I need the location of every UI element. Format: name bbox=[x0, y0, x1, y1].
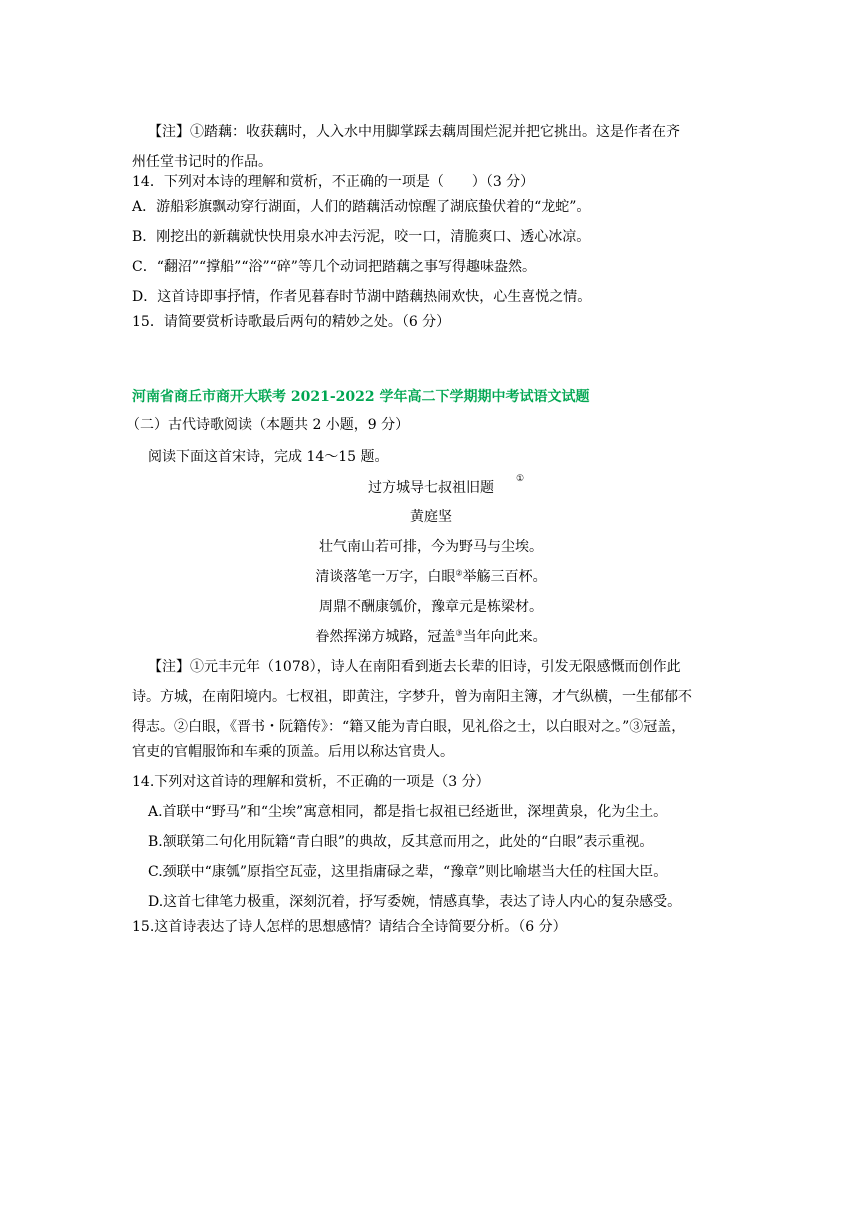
question-14: 14.下列对这首诗的理解和赏析，不正确的一项是（3 分） bbox=[132, 774, 490, 790]
section-subheading: （二）古代诗歌阅读（本题共 2 小题，9 分） bbox=[126, 417, 410, 433]
note-line: 州任堂书记时的作品。 bbox=[132, 154, 272, 170]
question-14: 14．下列对本诗的理解和赏析，不正确的一项是（ ）（3 分） bbox=[132, 174, 535, 190]
poem-text: 眷然挥涕方城路，冠盖 bbox=[315, 629, 456, 645]
note-line: 【注】①元丰元年（1078），诗人在南阳看到逝去长辈的旧诗，引发无限感慨而创作此 bbox=[148, 659, 681, 675]
poem-text: 当年向此来。 bbox=[462, 629, 547, 645]
option-a: A．游船彩旗飘动穿行湖面，人们的踏藕活动惊醒了湖底蛰伏着的“龙蛇”。 bbox=[132, 199, 591, 215]
option-b: B.颔联第二句化用阮籍“青白眼”的典故，反其意而用之，此处的“白眼”表示重视。 bbox=[148, 834, 654, 850]
note-line: 【注】①踏藕：收获藕时，人入水中用脚掌踩去藕周围烂泥并把它挑出。这是作者在齐 bbox=[148, 124, 680, 140]
option-b: B．刚挖出的新藕就快快用泉水冲去污泥，咬一口，清脆爽口、透心冰凉。 bbox=[132, 229, 591, 245]
poem-title: 过方城导七叔祖旧题 bbox=[368, 480, 494, 496]
footnote-mark: ③ bbox=[455, 628, 463, 638]
question-15: 15．请简要赏析诗歌最后两句的精妙之处。（6 分） bbox=[132, 314, 451, 330]
option-c: C.颈联中“康瓠”原指空瓦壶，这里指庸碌之辈，“豫章”则比喻堪当大任的柱国大臣。 bbox=[148, 864, 668, 880]
poem-text: 举觞三百杯。 bbox=[462, 569, 547, 585]
footnote-mark: ② bbox=[455, 568, 463, 578]
poem-line: 壮气南山若可排，今为野马与尘埃。 bbox=[319, 539, 543, 555]
option-d: D.这首七律笔力极重，深刻沉着，抒写委婉，情感真挚，表达了诗人内心的复杂感受。 bbox=[148, 894, 682, 910]
question-15: 15.这首诗表达了诗人怎样的思想感情？请结合全诗简要分析。（6 分） bbox=[132, 919, 567, 935]
reading-instruction: 阅读下面这首宋诗，完成 14～15 题。 bbox=[148, 449, 389, 465]
note-line: 得志。②白眼，《晋书・阮籍传》：“籍又能为青白眼，见礼俗之士，以白眼对之。”③冠盖， bbox=[132, 719, 686, 735]
poem-line: 周鼎不酬康瓠价，豫章元是栋梁材。 bbox=[319, 599, 543, 615]
poem-author: 黄庭坚 bbox=[410, 509, 452, 525]
poem-title-footnote-mark: ① bbox=[516, 474, 525, 484]
poem-line bbox=[132, 567, 730, 587]
note-line: 诗。方城，在南阳境内。七杈祖，即黄注，字梦升，曾为南阳主簿，才气纵横，一生郁郁不 bbox=[132, 689, 692, 705]
note-line: 官吏的官帽服饰和车乘的顶盖。后用以称达官贵人。 bbox=[132, 744, 454, 760]
option-c: C．“翻沼”“撑船”“浴”“碎”等几个动词把踏藕之事写得趣味盎然。 bbox=[132, 259, 536, 275]
poem-text: 清谈落笔一万字，白眼 bbox=[315, 569, 456, 585]
exam-source-heading: 河南省商丘市商开大联考 2021-2022 学年高二下学期期中考试语文试题 bbox=[132, 389, 590, 405]
poem-line bbox=[132, 627, 730, 647]
option-d: D．这首诗即事抒情，作者见暮春时节湖中踏藕热闹欢快，心生喜悦之情。 bbox=[132, 289, 592, 305]
option-a: A.首联中“野马”和“尘埃”寓意相同，都是指七叔祖已经逝世，深埋黄泉，化为尘土。 bbox=[148, 804, 668, 820]
